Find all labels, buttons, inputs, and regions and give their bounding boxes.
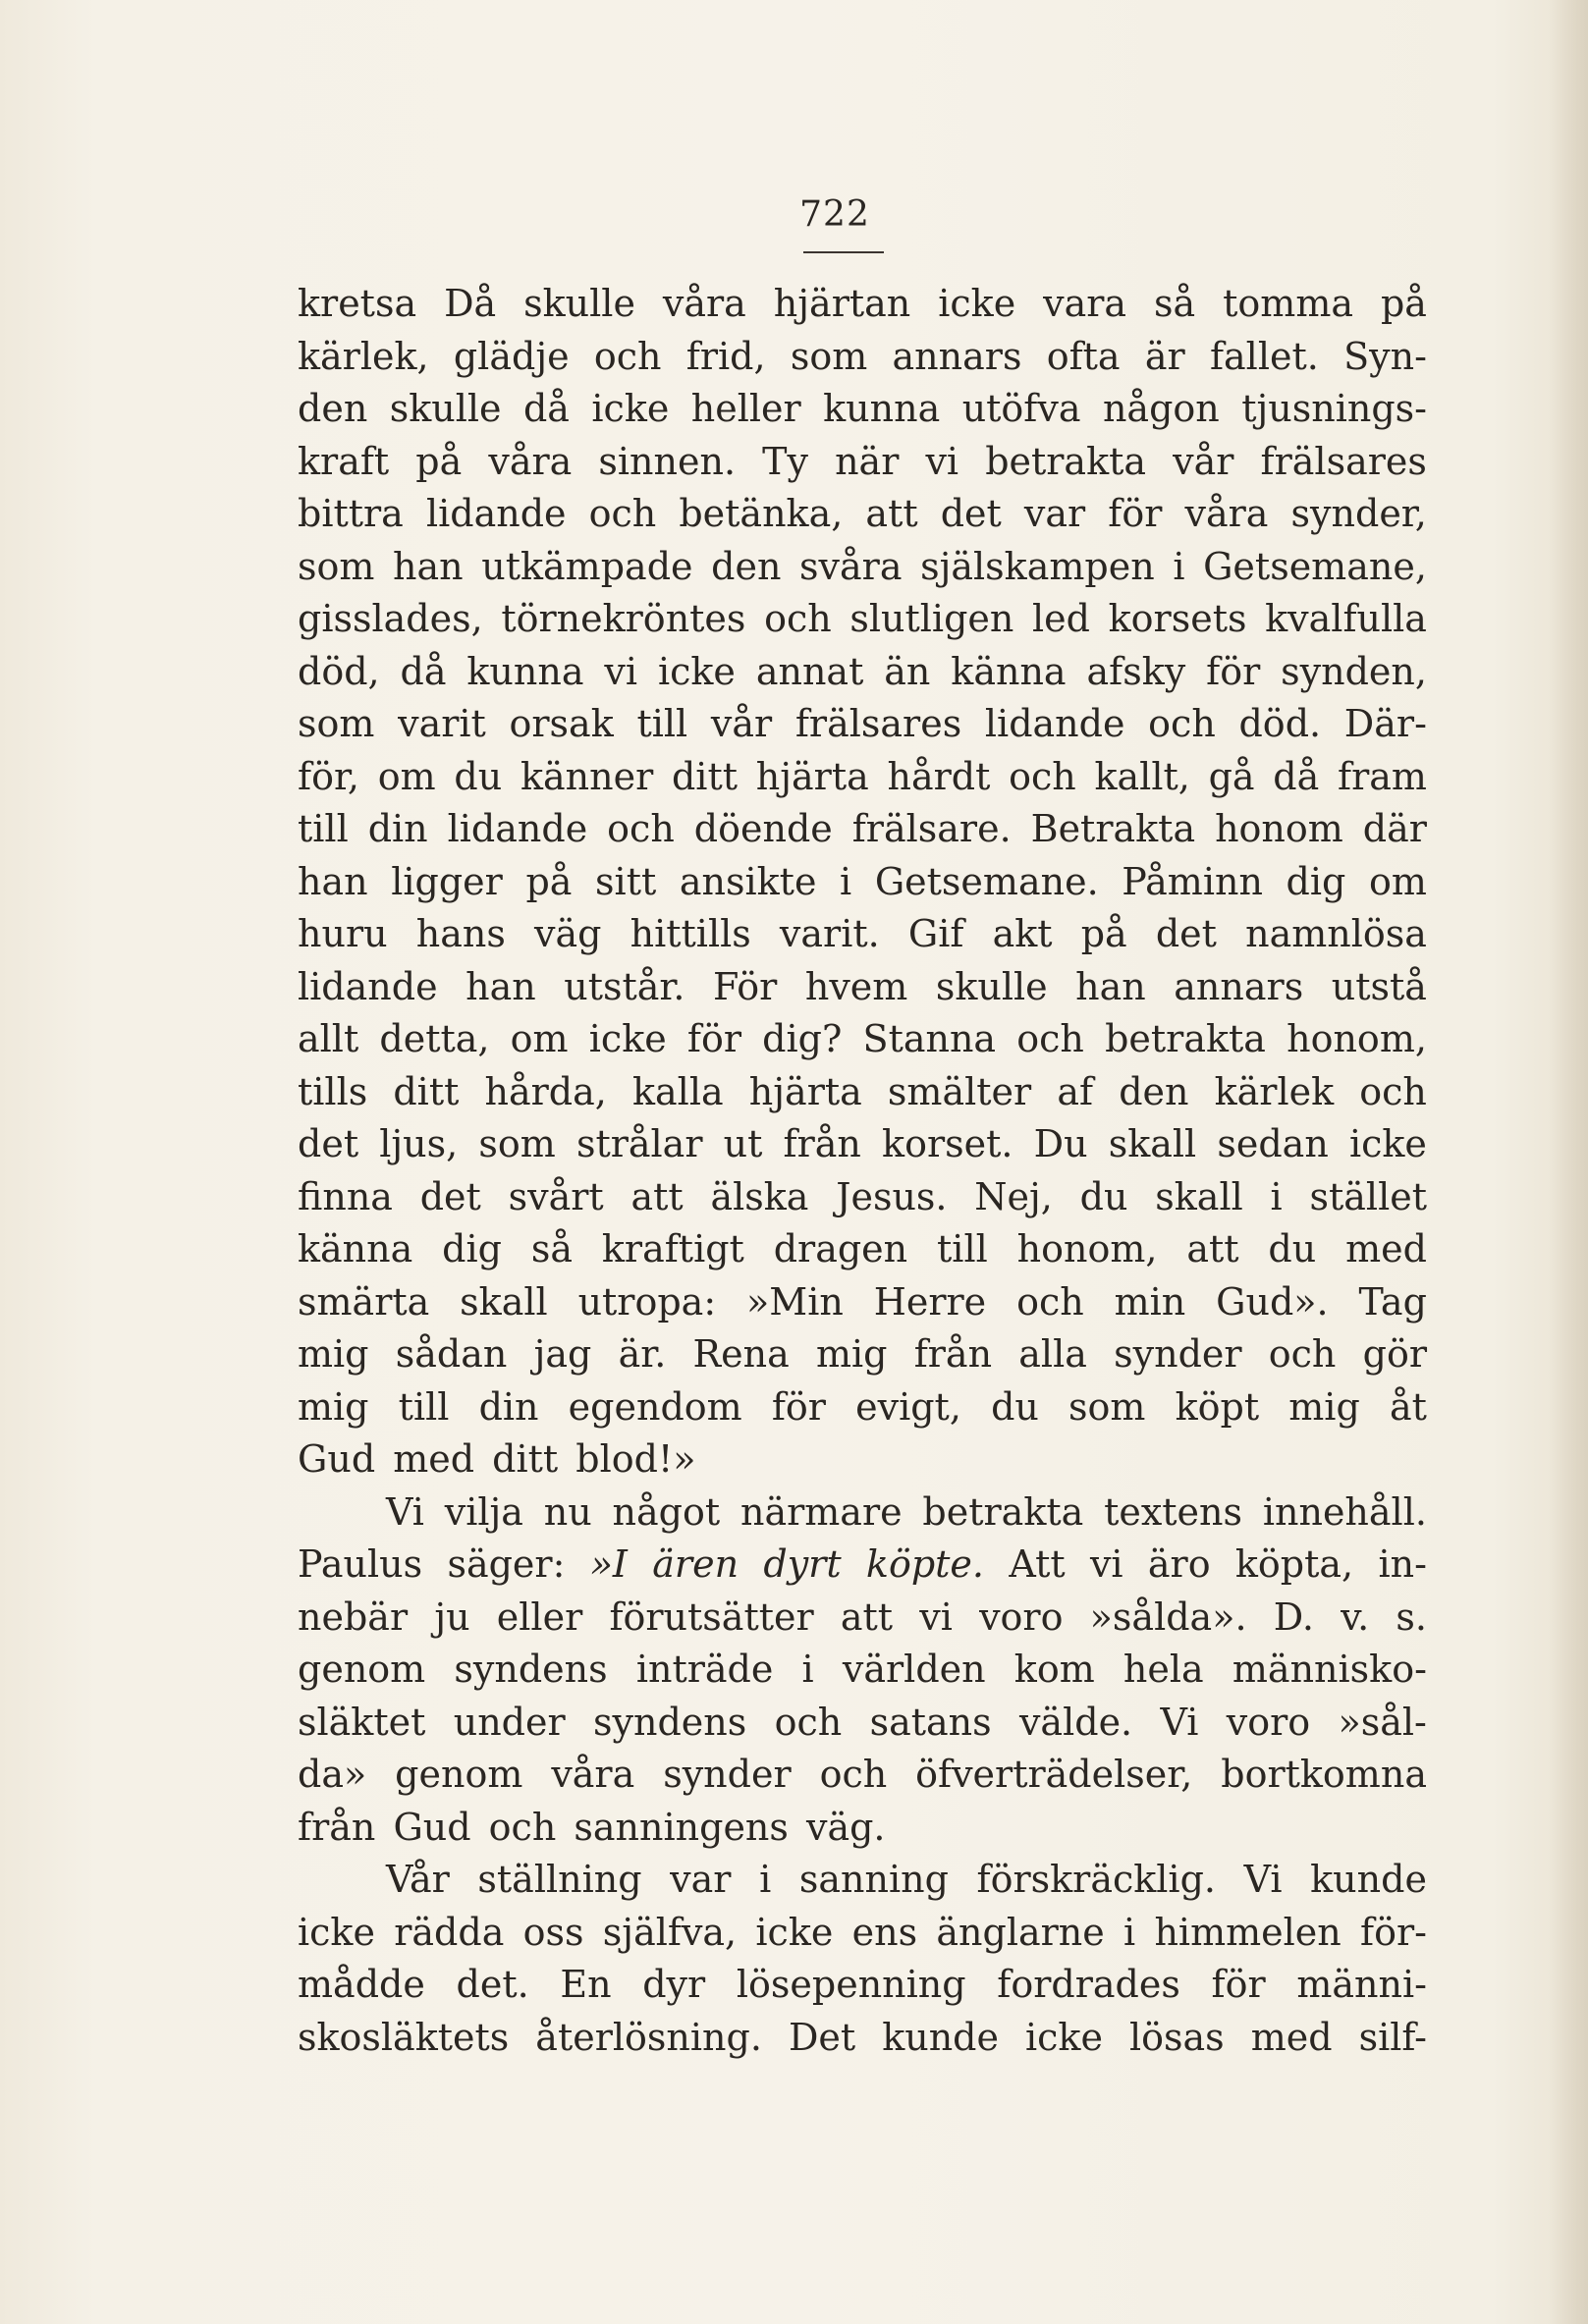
text-line: mig sådan jag är. Rena mig från alla synder och gör: [298, 1332, 1427, 1376]
text-line: mig till din egendom för evigt, du som köpt mig åt: [298, 1384, 1427, 1429]
page-number-rule: [803, 251, 884, 253]
text-line: Vår ställning var i sanning förskräcklig. Vi kunde: [386, 1858, 1427, 1901]
text-line: finna det svårt att älska Jesus. Nej, du skall i stället: [298, 1174, 1427, 1218]
text-line: tills ditt hårda, kalla hjärta smälter af den kärlek och: [298, 1069, 1427, 1113]
text-line: Gud med ditt blod!»: [298, 1437, 696, 1481]
text-line: död, då kunna vi icke annat än känna afsky för synden,: [298, 649, 1427, 693]
text-line: gisslades, törnekröntes och slutligen led korsets kvalfulla: [298, 597, 1427, 640]
text-line: Paulus säger: »I ären dyrt köpte. Att vi äro köpta, in-: [298, 1542, 1427, 1586]
text-line: som han utkämpade den svåra själskampen i Getsemane,: [298, 544, 1427, 588]
text-line: bittra lidande och betänka, att det var för våra synder,: [298, 492, 1427, 535]
text-line: lidande han utstår. För hvem skulle han annars utstå: [298, 964, 1427, 1008]
text-line: mådde det. En dyr lösepenning fordrades för männi-: [298, 1963, 1427, 2006]
text-line: nebär ju eller förutsätter att vi voro »sålda». D. v. s.: [298, 1594, 1427, 1639]
text-line: kärlek, glädje och frid, som annars ofta är fallet. Syn-: [298, 334, 1427, 378]
text-line: släktet under syndens och satans välde. Vi voro »sål-: [298, 1700, 1427, 1744]
text-line: da» genom våra synder och öfverträdelser, bortkomna: [298, 1753, 1427, 1796]
text-line: genom syndens inträde i världen kom hela människo-: [298, 1648, 1427, 1691]
text-line: för, om du känner ditt hjärta hårdt och kallt, gå då fram: [298, 754, 1427, 798]
text-line: det ljus, som strålar ut från korset. Du skall sedan icke: [298, 1122, 1427, 1165]
text-line: känna dig så kraftigt dragen till honom, att du med: [298, 1227, 1427, 1270]
text-line: som varit orsak till vår frälsares lidande och död. Där-: [298, 702, 1427, 745]
text-line: huru hans väg hittills varit. Gif akt på det namnlösa: [298, 912, 1427, 955]
page-number: 722: [799, 194, 870, 235]
text-line: till din lidande och döende frälsare. Betrakta honom där: [298, 807, 1427, 850]
page-edge-shadow: [1549, 0, 1588, 2324]
text-line: han ligger på sitt ansikte i Getsemane. Påminn dig om: [298, 859, 1427, 903]
body-text: [298, 278, 1427, 2064]
text-line: kraft på våra sinnen. Ty när vi betrakta vår frälsares: [298, 439, 1427, 483]
text-line: skosläktets återlösning. Det kunde icke lösas med silf-: [298, 2015, 1427, 2059]
text-line: från Gud och sanningens väg.: [298, 1805, 886, 1849]
text-line: kretsa Då skulle våra hjärtan icke vara så tomma på: [298, 282, 1427, 325]
text-line: allt detta, om icke för dig? Stanna och betrakta honom,: [298, 1017, 1427, 1060]
text-line: smärta skall utropa: »Min Herre och min Gud». Tag: [298, 1279, 1427, 1324]
text-line: Vi vilja nu något närmare betrakta textens innehåll.: [386, 1489, 1427, 1534]
text-line: den skulle då icke heller kunna utöfva någon tjusnings-: [298, 387, 1427, 430]
text-line: icke rädda oss själfva, icke ens änglarne i himmelen för-: [298, 1910, 1427, 1954]
